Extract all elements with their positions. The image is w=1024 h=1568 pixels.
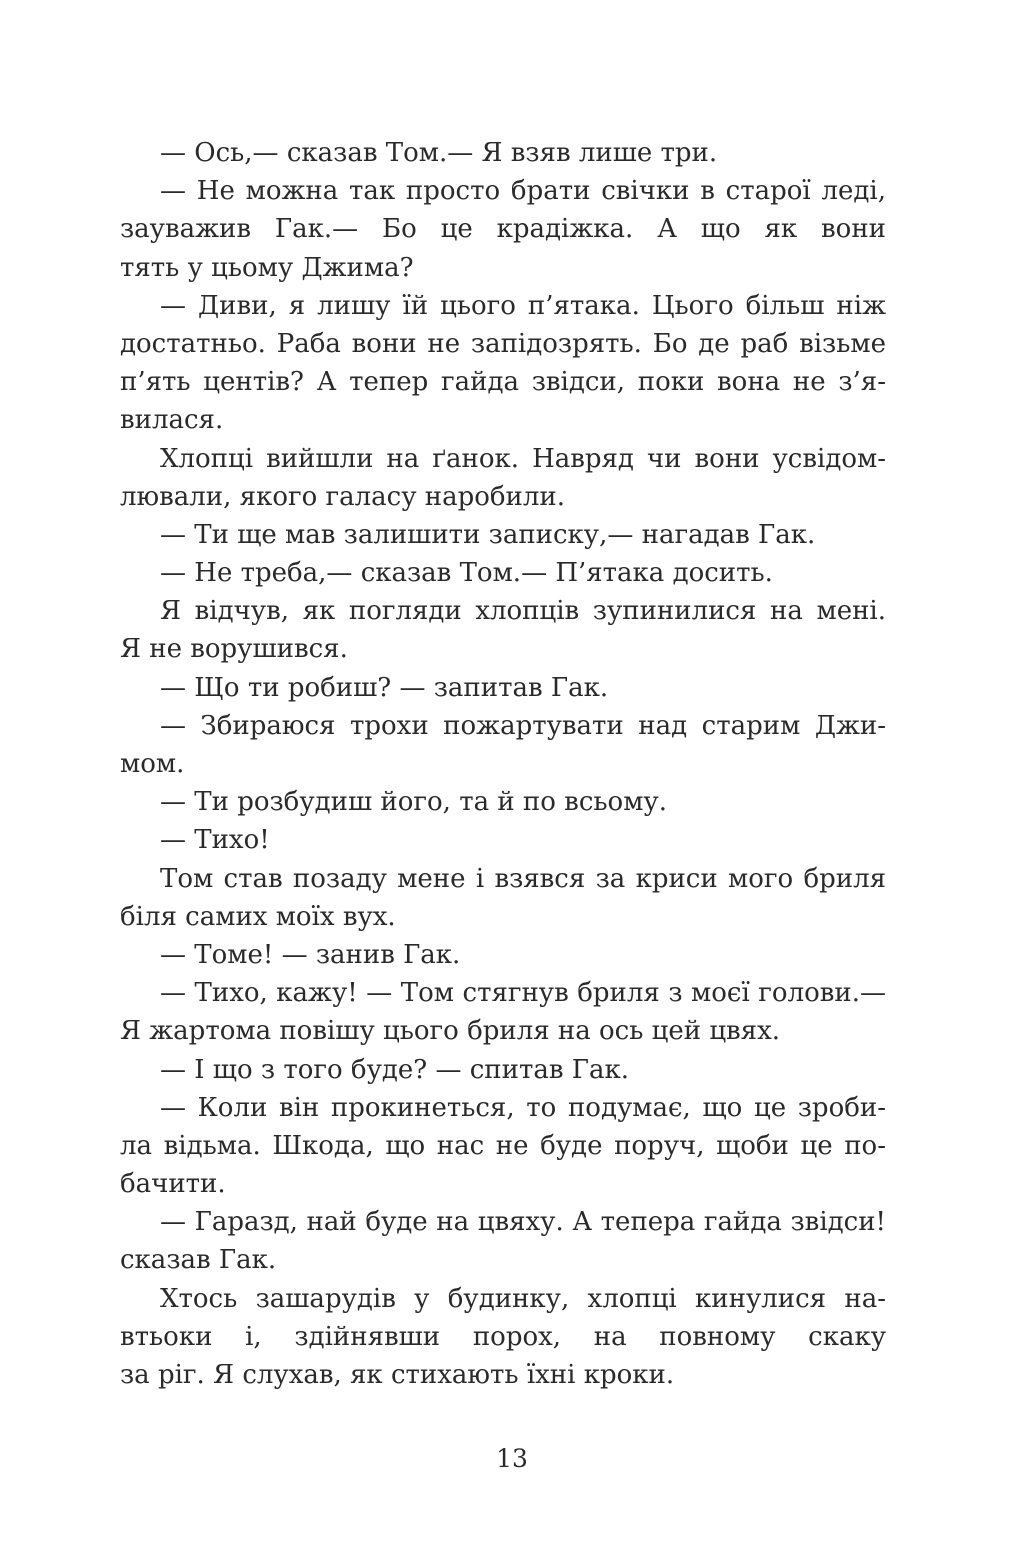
- text-line: — Тихо!: [160, 825, 270, 856]
- text-line: — Ти розбудиш його, та й по всьому.: [160, 787, 667, 818]
- text-line: — Не можна так просто брати свічки в старої леді,: [160, 176, 886, 207]
- text-line: вилася.: [120, 405, 224, 436]
- text-line: Я відчув, як погляди хлопців зупинилися на мені.: [160, 596, 886, 627]
- text-line: — Коли він прокинеться, то подумає, що це зроби-: [160, 1092, 886, 1123]
- text-line: ла відьма. Шкода, що нас не буде поруч, щоби це по-: [120, 1130, 886, 1161]
- text-line: — Не треба,— сказав Том.— П’ятака досить.: [160, 558, 773, 589]
- text-line: мом.: [120, 749, 185, 779]
- text-line: Хлопці вийшли на ґанок. Навряд чи вони усвідом-: [160, 443, 886, 474]
- text-line: сказав Гак.: [120, 1245, 277, 1276]
- text-line: Я жартома повішу цього бриля на ось цей цвях.: [120, 1016, 781, 1047]
- text-line: біля самих моїх вух.: [120, 901, 396, 932]
- text-line: — Гаразд, най буде на цвяху. А тепера гайда звідси!: [160, 1207, 886, 1238]
- text-line: — Тихо, кажу! — Том стягнув бриля з моєї голови.—: [160, 978, 886, 1009]
- text-line: достатньо. Раба вони не запідозрять. Бо де раб візьме: [120, 328, 886, 359]
- text-line: лювали, якого галасу наробили.: [120, 481, 565, 512]
- text-line: Я не ворушився.: [120, 634, 348, 665]
- body-text: [120, 134, 886, 1394]
- text-line: бачити.: [120, 1169, 226, 1200]
- text-line: п’ять центів? А тепер гайда звідси, поки вона не з’я-: [120, 367, 886, 398]
- text-line: Том став позаду мене і взявся за криси мого бриля: [160, 863, 886, 894]
- text-line: Хтось зашарудів у будинку, хлопці кинулися на-: [160, 1283, 886, 1314]
- text-line: — Ти ще мав залишити записку,— нагадав Гак.: [160, 519, 816, 550]
- text-line: зауважив Гак.— Бо це крадіжка. А що як вони: [120, 214, 886, 245]
- text-line: тять у цьому Джима?: [120, 252, 414, 283]
- page-number: 13: [496, 1444, 528, 1473]
- text-line: втьоки і, здійнявши порох, на повному скаку: [120, 1321, 886, 1352]
- text-line: — Диви, я лишу їй цього п’ятака. Цього більш ніж: [160, 290, 886, 321]
- text-line: за ріг. Я слухав, як стихають їхні кроки.: [120, 1360, 675, 1390]
- text-line: — І що з того буде? — спитав Гак.: [160, 1054, 629, 1085]
- text-line: — Що ти робиш? — запитав Гак.: [160, 672, 609, 703]
- text-line: — Збираюся трохи пожартувати над старим Джи-: [160, 710, 886, 741]
- text-line: — Ось,— сказав Том.— Я взяв лише три.: [160, 138, 718, 168]
- text-line: — Томе! — занив Гак.: [160, 939, 461, 970]
